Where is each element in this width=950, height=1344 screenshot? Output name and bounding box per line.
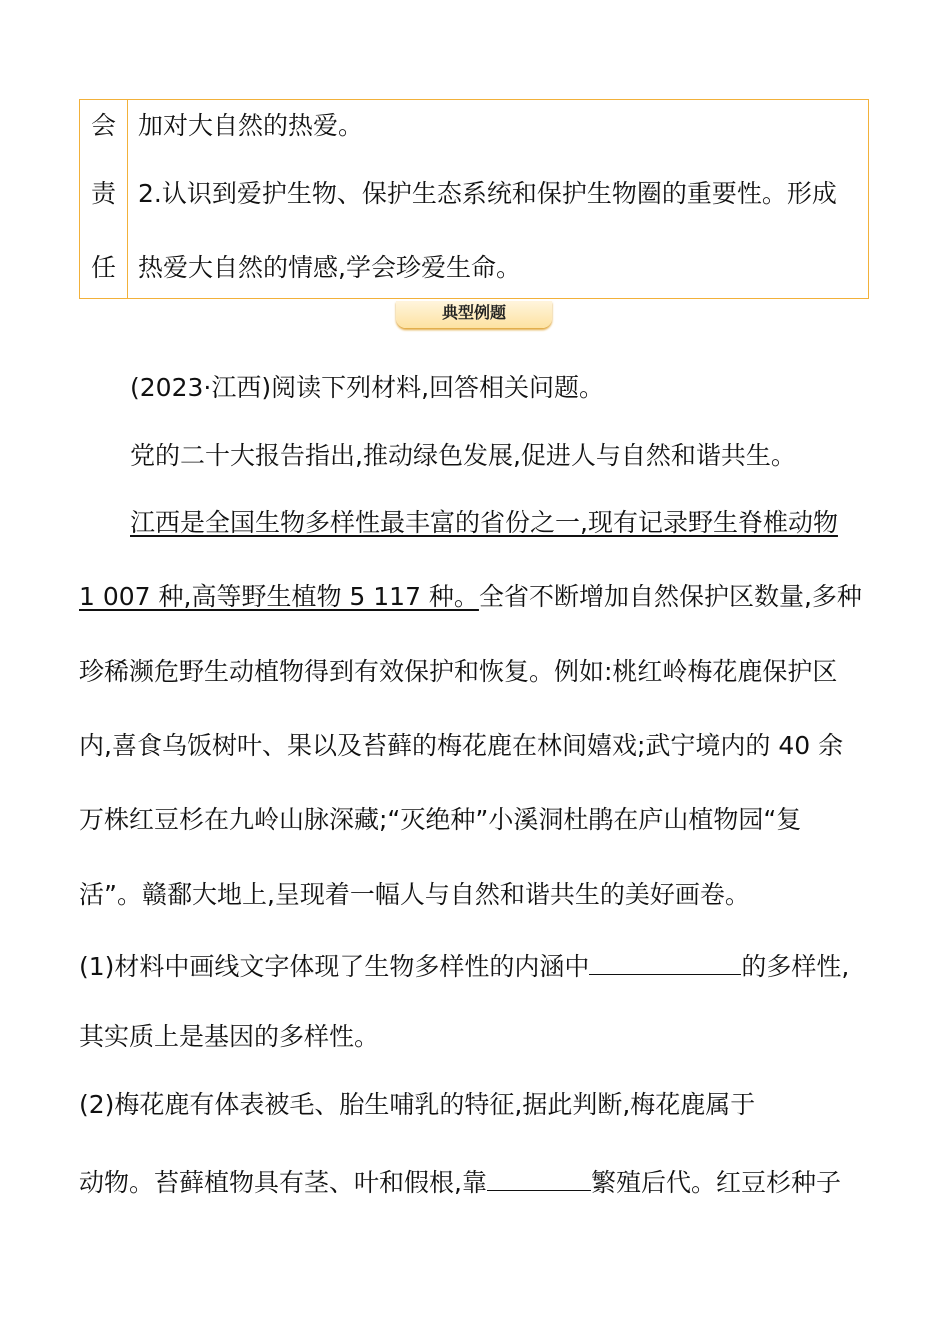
question-text: 的多样性,: [741, 952, 850, 981]
question-1-line-1: [79, 948, 849, 982]
table-column-divider: [127, 100, 128, 298]
plain-text: 全省不断增加自然保护区数量,多种: [478, 582, 862, 611]
underlined-text: 江西是全国生物多样性最丰富的省份之一,现有记录野生脊椎动物: [130, 508, 838, 537]
material-paragraph-2-line-6: 活”。赣鄱大地上,呈现着一幅人与自然和谐共生的美好画卷。: [79, 880, 750, 909]
table-text-line: 热爱大自然的情感,学会珍爱生命。: [138, 253, 521, 282]
table-side-char: 会: [90, 111, 116, 140]
material-paragraph-2-line-5: 万株红豆杉在九岭山脉深藏;“灭绝种”小溪洞杜鹃在庐山植物园“复: [79, 805, 802, 834]
material-paragraph-2-line-3: 珍稀濒危野生动植物得到有效保护和恢复。例如:桃红岭梅花鹿保护区: [79, 657, 838, 686]
material-paragraph-1: 党的二十大报告指出,推动绿色发展,促进人与自然和谐共生。: [130, 441, 796, 470]
question-2-line-1: (2)梅花鹿有体表被毛、胎生哺乳的特征,据此判断,梅花鹿属于: [79, 1090, 756, 1119]
material-paragraph-2-line-2: [79, 582, 862, 612]
question-text: 繁殖后代。红豆杉种子: [590, 1168, 841, 1197]
section-banner: 典型例题: [396, 301, 552, 328]
table-side-char: 责: [90, 179, 116, 208]
question-2-line-2: [79, 1164, 841, 1198]
table-text-line: 2.认识到爱护生物、保护生态系统和保护生物圈的重要性。形成: [138, 179, 837, 208]
objectives-table: [79, 99, 869, 299]
question-text: 动物。苔藓植物具有茎、叶和假根,靠: [79, 1168, 487, 1197]
underlined-text: 1 007 种,高等野生植物 5 117 种。: [79, 582, 479, 611]
question-text: (1)材料中画线文字体现了生物多样性的内涵中: [79, 952, 590, 981]
question-1-line-2: 其实质上是基因的多样性。: [79, 1022, 380, 1051]
material-paragraph-2-line-4: 内,喜食乌饭树叶、果以及苔藓的梅花鹿在林间嬉戏;武宁境内的 40 余: [79, 731, 844, 760]
question-intro: (2023·江西)阅读下列材料,回答相关问题。: [130, 373, 605, 402]
material-paragraph-2-line-1: [130, 508, 838, 538]
table-text-line: 加对大自然的热爱。: [138, 111, 364, 140]
answer-blank[interactable]: [589, 948, 741, 975]
table-side-char: 任: [90, 253, 116, 282]
answer-blank[interactable]: [487, 1164, 591, 1191]
